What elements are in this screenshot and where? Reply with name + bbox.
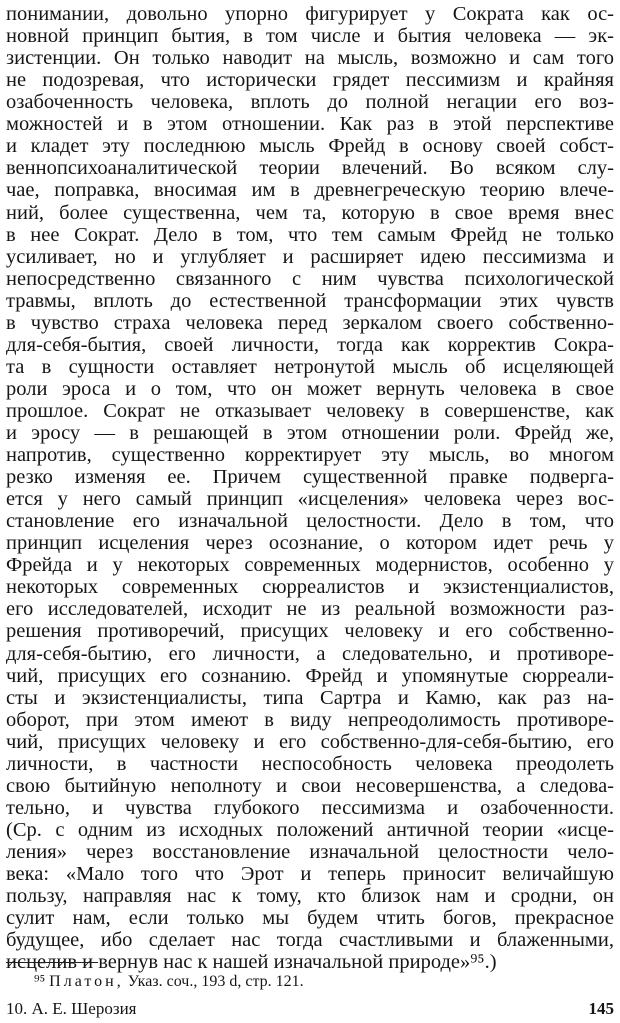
text-line: некоторых современных сюрреалистов и экзистенциалистов, — [6, 576, 614, 599]
footnote-marker: ⁹⁵ — [34, 973, 46, 990]
text-line: в нее Сократ. Дело в том, что тем самым Фрейд не только — [6, 223, 614, 246]
text-line: и кладет эту последнюю мысль Фрейд в основу своей собст- — [6, 135, 614, 158]
text-line: новной принцип бытия, в том числе и бытия человека — эк- — [6, 25, 614, 48]
text-line: становление его изначальной целостности. Дело в том, что — [6, 510, 614, 533]
text-line: решения противоречий, присущих человеку и его собственно- — [6, 620, 614, 643]
text-line: в чувство страха человека перед зеркалом своего собственно- — [6, 311, 614, 334]
text-line: личности, в частности неспособность человека преодолеть — [6, 752, 614, 775]
text-line: пользу, направляя нас к тому, кто близок нам и сродни, он — [6, 885, 614, 907]
footnote-author: Платон, — [49, 973, 124, 990]
text-line: для-себя-бытия, своей личности, тогда как корректив Сокра- — [6, 333, 614, 356]
text-line: та в сущности оставляет нетронутой мысль об исцеляющей — [6, 355, 614, 378]
text-line: ется у него самый принцип «исцеления» человека через вос- — [6, 488, 614, 511]
text-line: усиливает, но и углубляет и расширяет идею пессимизма и — [6, 245, 614, 268]
text-line: (Ср. с одним из исходных положений античной теории «исце- — [6, 818, 614, 841]
text-line: его исследователей, исходит не из реальной возможности раз- — [6, 598, 614, 621]
text-line: Фрейда и у некоторых современных модернистов, особенно у — [6, 554, 614, 577]
text-line: можностей и в этом отношении. Как раз в этой перспективе — [6, 113, 614, 136]
text-line: роли эроса и о том, что он может вернуть человека в свое — [6, 377, 614, 400]
text-line: чий, присущих его сознанию. Фрейд и упомянутые сюрреали- — [6, 664, 614, 687]
text-line: озабоченность человека, вплоть до полной негации его воз- — [6, 91, 614, 114]
text-line: чае, поправка, вносимая им в древнегреческую теорию влече- — [6, 179, 614, 202]
text-line: оборот, при этом имеют в виду непреодолимость противоре- — [6, 708, 614, 731]
text-line: резко изменяя ее. Причем существенной правке подверга- — [6, 466, 614, 489]
text-line: принцип исцеления через осознание, о котором идет речь у — [6, 532, 614, 555]
footnote-text: Указ. соч., 193 d, стр. 121. — [127, 973, 304, 990]
text-line: веннопсихоаналитической теории влечений. Во всяком слу- — [6, 157, 614, 180]
footnote-separator — [6, 962, 98, 963]
text-line: непосредственно связанного с ним чувства психологической — [6, 267, 614, 290]
text-line: ления» через восстановление изначальной целостности чело- — [6, 840, 614, 863]
text-line: тельно, и чувства глубокого пессимизма и озабоченности. — [6, 796, 614, 819]
text-line: будущее, ибо сделает нас тогда счастливыми и блаженными, — [6, 929, 614, 952]
text-line: чий, присущих человеку и его собственно-для-себя-бытию, его — [6, 730, 614, 753]
text-line: прошлое. Сократ не отказывает человеку в совершенстве, как — [6, 399, 614, 422]
page-number: 145 — [588, 999, 614, 1018]
text-line: напротив, существенно корректирует эту мысль, во многом — [6, 444, 614, 466]
text-line: исцелив и вернув нас к нашей изначальной природе»⁹⁵.) — [6, 951, 497, 974]
text-line: не подозревая, что исторически грядет пессимизм и крайняя — [6, 69, 614, 92]
text-line: века: «Мало того что Эрот и теперь приносит величайшую — [6, 863, 614, 885]
footnote — [34, 972, 304, 992]
text-line: понимании, довольно упорно фигурирует у Сократа как ос- — [6, 3, 614, 25]
text-line: для-себя-бытию, его личности, а следовательно, и противоре- — [6, 642, 614, 665]
text-line: зистенции. Он только наводит на мысль, возможно и сам того — [6, 47, 614, 70]
text-line: сулит нам, если только мы будем чтить богов, прекрасное — [6, 907, 614, 930]
text-line: свою бытийную неполноту и свои несовершенства, а следова- — [6, 774, 614, 797]
text-line: ний, более существенна, чем та, которую в свое время внес — [6, 201, 614, 224]
text-line: сты и экзистенциалисты, типа Сартра и Камю, как раз на- — [6, 686, 614, 709]
text-line: травмы, вплоть до естественной трансформации этих чувств — [6, 289, 614, 312]
text-line: и эросу — в решающей в этом отношении роли. Фрейд же, — [6, 421, 614, 444]
signature-mark: 10. А. Е. Шерозия — [6, 999, 137, 1018]
